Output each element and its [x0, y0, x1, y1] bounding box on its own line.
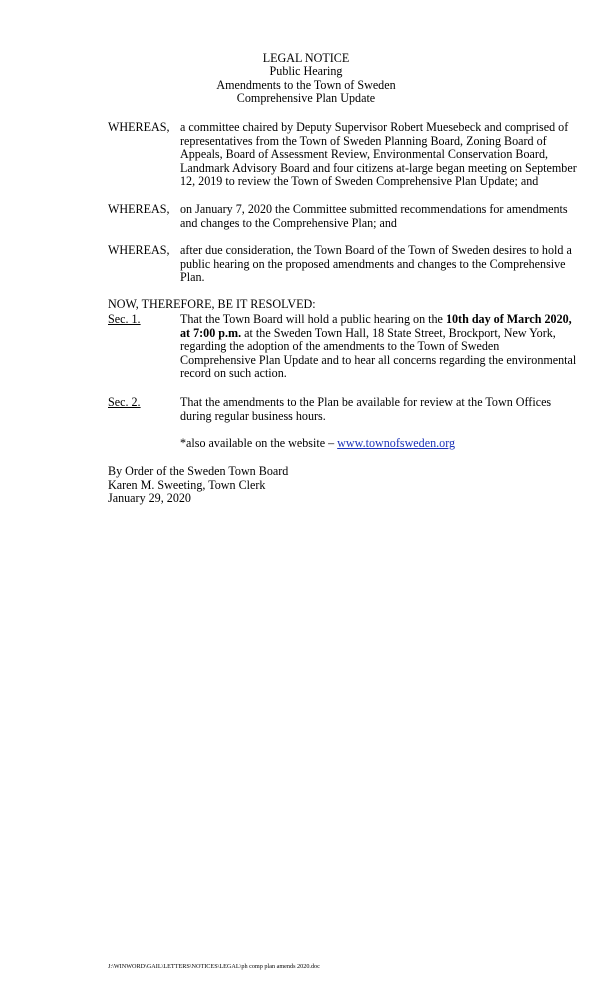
notice-subtitle: Public Hearing	[269, 64, 343, 79]
section-text: That the amendments to the Plan be available for review at the Town Offices during regular business hours.	[180, 395, 552, 423]
whereas-text: a committee chaired by Deputy Supervisor Robert Muesebeck and comprised of representatives from the Town of Sweden Planning Board, Zoning Board of Appeals, Board of Assessment Review, Environmental Conservation Board, Landmark Advisory Board and four citizens at-large began meeting on September 12, 2019 to review the Town of Sweden Comprehensive Plan Update; and	[180, 120, 577, 189]
section-text	[180, 313, 578, 381]
notice-header	[0, 52, 612, 105]
whereas-text: after due consideration, the Town Board of the Town of Sweden desires to hold a public hearing on the proposed amendments and changes to the Comprehensive Plan.	[180, 243, 572, 285]
hearing-date: 10th day of March 2020, at 7:00 p.m.	[180, 312, 572, 340]
notice-title: LEGAL NOTICE	[262, 51, 350, 65]
whereas-label: WHEREAS,	[108, 202, 170, 216]
section-label: Sec. 1.	[108, 312, 141, 326]
section-text-before: That the Town Board will hold a public hearing on the	[180, 312, 446, 326]
section-text-after: at the Sweden Town Hall, 18 State Street, Brockport, New York, regarding the adoption of the amendments to the Town of Sweden Comprehensive Plan Update and to hear all concerns regarding the environmental record on such action.	[180, 325, 577, 381]
whereas-label: WHEREAS,	[108, 120, 170, 134]
website-link[interactable]: www.townofsweden.org	[337, 436, 456, 450]
signature-authority: By Order of the Sweden Town Board	[108, 464, 289, 478]
file-path-footer: J:\WINWORD\GAIL\LETTERS\NOTICES\LEGAL\ph comp plan amends 2020.doc	[108, 963, 320, 970]
resolved-heading: NOW, THEREFORE, BE IT RESOLVED:	[108, 297, 316, 311]
whereas-text: on January 7, 2020 the Committee submitted recommendations for amendments and changes to the Comprehensive Plan; and	[180, 202, 568, 230]
website-note-prefix: *also available on the website –	[180, 436, 338, 450]
signature-name: Karen M. Sweeting, Town Clerk	[108, 477, 266, 492]
section-label: Sec. 2.	[108, 395, 141, 409]
whereas-label: WHEREAS,	[108, 243, 170, 257]
notice-subject-continued: Comprehensive Plan Update	[236, 90, 376, 105]
website-note	[180, 437, 455, 451]
signature-block	[108, 465, 288, 506]
signature-date: January 29, 2020	[108, 491, 191, 506]
notice-subject: Amendments to the Town of Sweden	[216, 77, 396, 92]
